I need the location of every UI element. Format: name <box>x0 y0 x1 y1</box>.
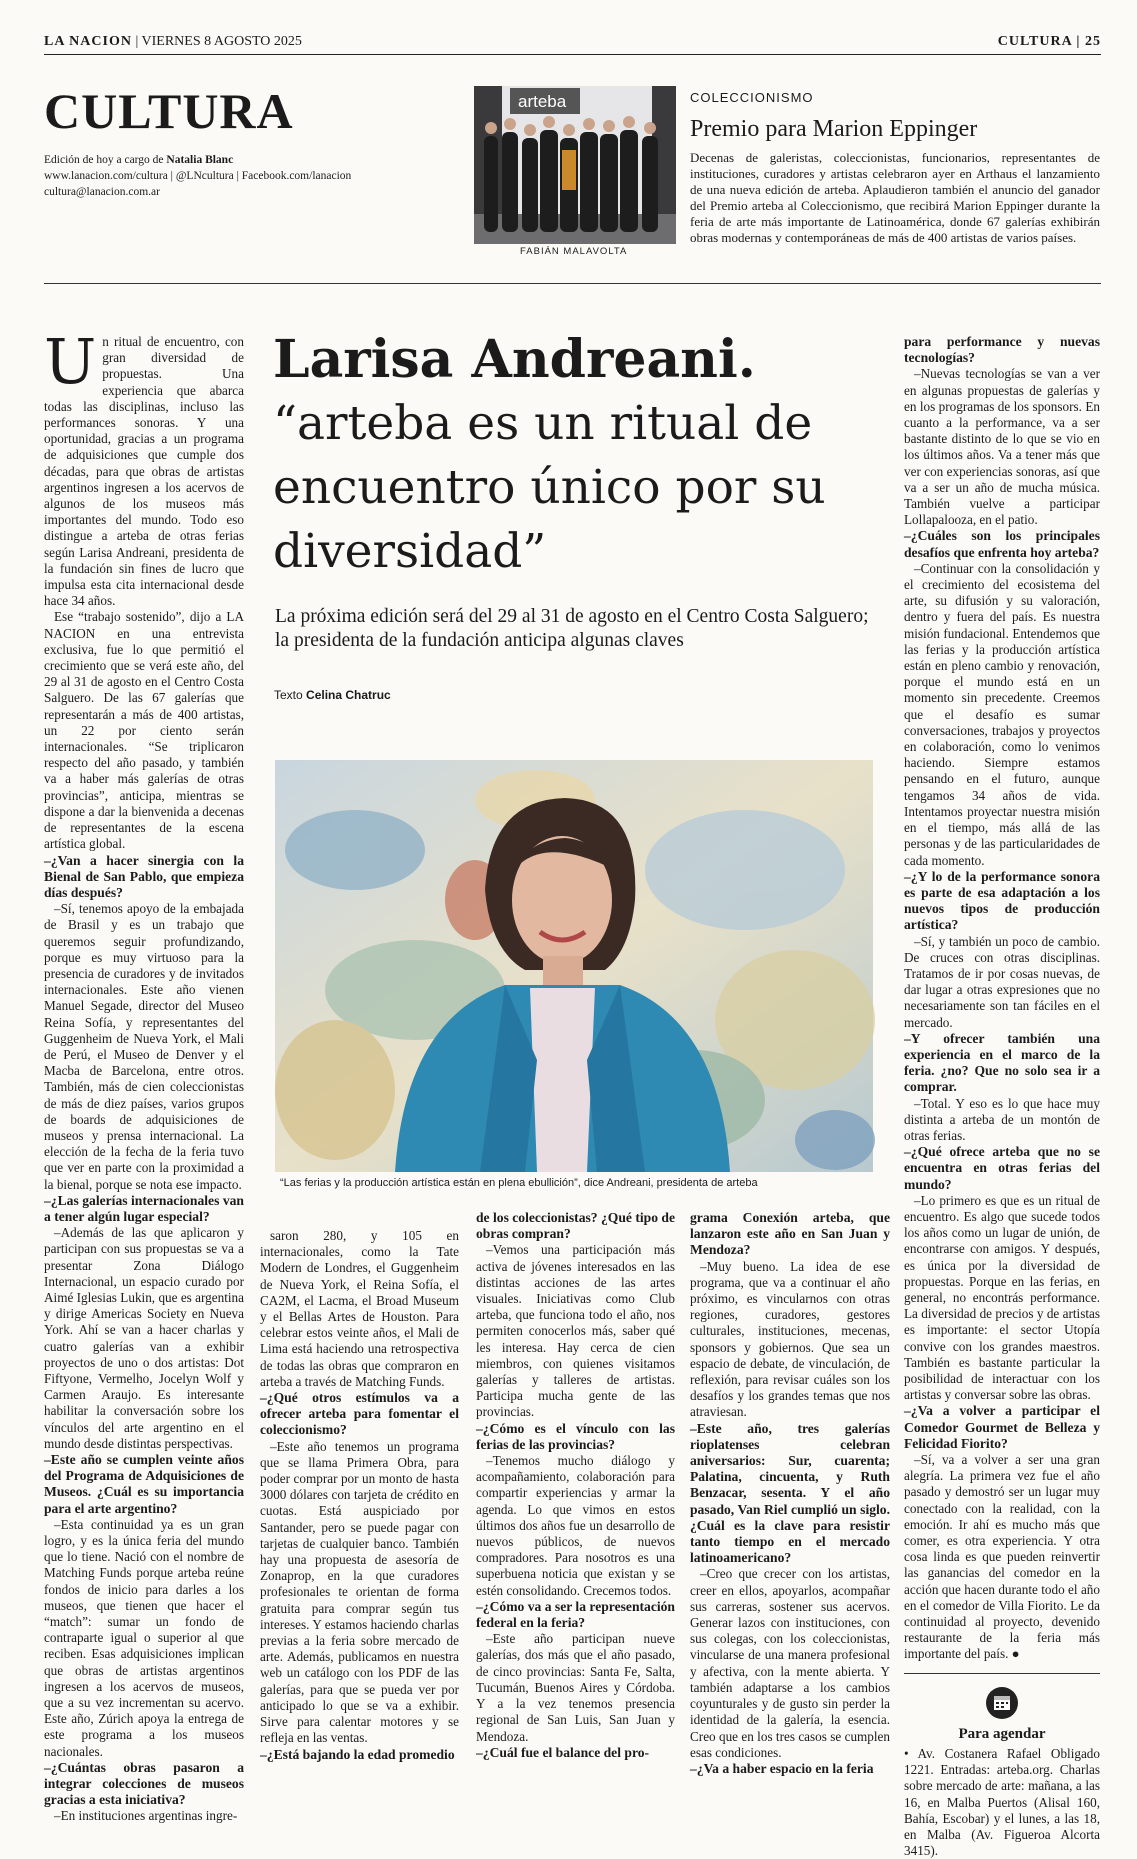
arteba-banner-text: arteba <box>518 92 567 111</box>
brief-kicker: COLECCIONISMO <box>690 90 814 105</box>
body-paragraph <box>904 934 1100 1031</box>
paragraph-text: –Este año, tres galerías rioplatenses celebran aniversarios: Sur, cuarenta; Palatina, cincuenta, y Ruth Benzacar, sesenta. Y el año pasado, Van Riel cumplió un siglo. ¿Cuál es la clave para resistir tanto tiempo en el mercado latinoamericano? <box>690 1420 890 1566</box>
agenda-box <box>904 1673 1100 1859</box>
paragraph-text: –¿Cuántas obras pasaron a integrar colecciones de museos gracias a esta iniciativa? <box>44 1759 244 1808</box>
interview-question <box>476 1421 675 1453</box>
event-photo <box>474 86 676 244</box>
article-deck: La próxima edición será del 29 al 31 de agosto en el Centro Costa Salguero; la presidenta de la fundación anticipa algunas claves <box>275 606 869 651</box>
body-paragraph <box>260 1439 459 1747</box>
interview-question <box>44 1452 244 1517</box>
paragraph-text: para performance y nuevas tecnologías? <box>904 334 1100 366</box>
paragraph-text: –¿Van a hacer sinergia con la Bienal de San Pablo, que empieza días después? <box>44 852 244 900</box>
calendar-icon <box>904 1686 1100 1724</box>
interview-question <box>260 1747 459 1763</box>
body-paragraph <box>476 1453 675 1599</box>
body-paragraph <box>260 1228 459 1390</box>
article-headline <box>273 328 873 584</box>
paragraph-text: –Además de las que aplicaron y participan con sus propuestas se va a presentar Zona Diálogo Internacional, un espacio curado por Aimé Iglesias Lukin, que es argentina y dirige Americas Society en Nueva York. Ahí se van a hacer charlas y cuatro galerías van a exhibir proyectos de uno o dos artistas: Dot Fiftyone, Vermelho, Jocelyn Wolf y Carmen Araujo. Es interesante habilitar la conversación sobre los vínculos del arte argentino en el mundo desde distintas perspectivas. <box>44 1225 244 1451</box>
paragraph-text: –Creo que crecer con los artistas, creer en ellos, apoyarlos, acompañar sus carreras, sostener sus acervos. Generar lazos con instituciones, con sus colegas, con los coleccionistas, vincularse de una manera profesional y afectiva, con la mente abierta. Y también adaptarse a los cambios coyunturales y de gusto sin perder la identidad de la galería, la esencia. Creo que en los tres casos se cumplen esas condiciones. <box>690 1566 890 1760</box>
interview-question <box>904 528 1100 560</box>
body-paragraph <box>44 1808 244 1824</box>
paragraph-text: –¿Va a volver a participar el Comedor Gourmet de Belleza y Felicidad Fiorito? <box>904 1403 1100 1451</box>
interview-question <box>904 334 1100 366</box>
photo-credit: FABIÁN MALAVOLTA <box>520 246 628 257</box>
paragraph-text: –¿Qué ofrece arteba que no se encuentra en otras ferias del mundo? <box>904 1144 1100 1192</box>
paragraph-text: –¿Va a haber espacio en la feria <box>690 1760 874 1776</box>
paragraph-text: –¿Y lo de la performance sonora es parte de esa adaptación a los nuevos tipos de producción artística? <box>904 868 1100 933</box>
portrait-photo <box>275 760 873 1172</box>
paragraph-text: –Continuar con la consolidación y el crecimiento del ecosistema del arte, su difusión y su valoración, dentro y fuera del país. Es nuestra misión fundacional. Entendemos que las ferias y la producción artística están en pleno cambio y renovación, porque el mundo está en un momento sin precedente. Creemos que el desafío es sumar conversaciones, trabajos y proyectos en colaboración, como lo venimos haciendo. Siempre estamos pensando en el futuro, aunque tengamos 34 años de vida. Intentamos proyectar nuestra misión en el tiempo, más allá de las personas y de las particularidades de cada momento. <box>904 560 1100 868</box>
interview-question <box>690 1421 890 1567</box>
paragraph-text: –Vemos una participación más activa de jóvenes interesados en las distintas acciones de las artes visuales. Iniciativas como Club arteba, que funciona todo el año, nos permiten conocerlos más, saber qué les interesa. Hay cerca de cien miembros, con quienes visitamos galerías y talleres de artistas. Participa mucha gente de las provincias. <box>476 1242 675 1420</box>
body-paragraph <box>44 609 244 852</box>
body-paragraph <box>904 1452 1100 1663</box>
brief-title: Premio para Marion Eppinger <box>690 116 978 142</box>
paragraph-text: –Sí, tenemos apoyo de la embajada de Brasil y es un trabajo que queremos seguir profundizando, porque es muy virtuoso para la presencia de curadores y de invitados internacionales. Este año vienen Manuel Segade, director del Museo Reina Sofía, y representantes del Guggenheim de Nueva York, el Mali de Perú, el Museo de Denver y el Macba de Barcelona, entre otros. También, más de cien coleccionistas de más de diez países, varios grupos de boards de adquisiciones de museos y prensa internacional. La elección de la fecha de la feria tuvo que ver en parte con la proximidad a la bienal, porque se nota ese impacto. <box>44 901 244 1192</box>
interview-question <box>260 1390 459 1439</box>
paragraph-text: –Muy bueno. La idea de ese programa, que va a continuar el año próximo, es vincularnos con otras regiones, curadores, gestores culturales, instituciones, mecenas, sponsors y gobiernos. Que sea un espacio de debate, de vinculación, de reflexión, para revisar cuáles son los desafíos y los grandes temas que nos atraviesan. <box>690 1258 890 1420</box>
article-column-2 <box>260 1228 459 1762</box>
interview-question <box>904 869 1100 934</box>
paragraph-text: –Este año tenemos un programa que se llama Primera Obra, para poder comprar por un monto de hasta 3000 dólares con tarjeta de crédito en cuotas. Está auspiciado por Santander, pero se puede pagar con tarjetas de cualquier banco. También hay una propuesta de asesoría de Zonaprop, en la que curadores profesionales te orientan de forma gratuita para comprar según tus intereses. Y estamos haciendo charlas previas a la feria sobre mercado de arte. Además, publicamos en nuestra web un catálogo con los PDF de las galerías, para que se pueda ver por anticipado lo que se va a exhibir. Sirve para calentar motores y se refleja en las ventas. <box>260 1438 459 1746</box>
interview-question <box>476 1599 675 1631</box>
body-paragraph <box>44 1517 244 1760</box>
paragraph-text: –Y ofrecer también una experiencia en el marco de la feria. ¿no? Que no solo sea ir a comprar. <box>904 1030 1100 1095</box>
byline-label: Texto <box>274 688 303 702</box>
paragraph-text: –¿Está bajando la edad promedio <box>260 1746 455 1762</box>
byline-author: Celina Chatruc <box>306 688 391 702</box>
section-page-number: CULTURA | 25 <box>997 34 1101 49</box>
interview-question <box>44 1760 244 1809</box>
interview-question <box>904 1031 1100 1096</box>
body-paragraph <box>476 1242 675 1420</box>
section-divider <box>44 283 1101 284</box>
body-paragraph <box>690 1259 890 1421</box>
article-column-4 <box>690 1210 890 1776</box>
headline-quote: “arteba es un ritual de encuentro único por su diversidad” <box>273 396 826 579</box>
running-header <box>44 30 1101 55</box>
paragraph-text: –¿Cuál fue el balance del pro- <box>476 1744 650 1760</box>
interview-question <box>904 1403 1100 1452</box>
interview-question <box>690 1210 890 1259</box>
interview-question <box>476 1745 675 1761</box>
paragraph-text: n ritual de encuentro, con gran diversidad de propuestas. Una experiencia que abarca todas las disciplinas, incluso las performances sonoras. Y una oportunidad, gracias a un programa de adquisiciones que cumple dos décadas, para que obras de artistas argentinos ingresen a los acervos de algunos de los museos más importantes del mundo. Todo eso distingue a arteba de otras ferias según Larisa Andreani, presidenta de la fundación sin fines de lucro que impulsa esta cita internacional desde hace 34 años. <box>44 334 244 609</box>
paragraph-text: –Sí, y también un poco de cambio. De cruces con otras disciplinas. Tratamos de ir por cosas nuevas, de dar lugar a otras expresiones que no necesariamente son tan fáciles en el mercado. <box>904 933 1100 1030</box>
paragraph-text: –Lo primero es que es un ritual de encuentro. Es algo que sucede todos los años como un lugar de unión, de encontrarse con amigos. Y después, es única por la diversidad de propuestas. Porque en las ferias, en general, no encontrás performance. La diversidad de precios y de artistas es importante: el sector Utopía convive con los grandes maestros. También es bastante particular la posibilidad de interactuar con los artistas y conversar sobre las obras. <box>904 1192 1100 1403</box>
article-column-3 <box>476 1210 675 1760</box>
editor-info <box>44 152 404 200</box>
body-paragraph <box>690 1566 890 1760</box>
headline-name: Larisa Andreani. <box>273 329 756 390</box>
paragraph-text: –Sí, va a volver a ser una gran alegría. La primera vez fue el año pasado y demostró ser un lugar muy conectado con la realidad, con la emoción. Ir ahí es mucho más que comer, es otra experiencia. Y otra cosa linda es que pueden reinvertir las ganancias del comedor en la acción que hacen durante todo el año en el comedor de Villa Fiorito. Le da continuidad al proyecto, devenido restaurante de la feria más importante del país. ● <box>904 1452 1100 1662</box>
interview-question <box>44 1193 244 1225</box>
section-links: www.lanacion.com/cultura | @LNcultura | Facebook.com/lanacion <box>44 170 352 182</box>
paragraph-text: Ese “trabajo sostenido”, dijo a LA NACION en una entrevista exclusiva, fue lo que permitió el crecimiento que se verá este año, del 29 al 31 de agosto en el Centro Costa Salguero. De las 67 galerías que representarán a más de 400 artistas, un 22 por ciento serán internacionales. “Se triplicaron respecto del año pasado, y también va a haber más galerías de otras provincias”, anticipa, mientras se dispone a dar la bienvenida a decenas de representantes de la escena artística global. <box>44 609 244 852</box>
paragraph-text: –Esta continuidad ya es un gran logro, y es la única feria del mundo que lo tiene. Nació con el nombre de Matching Funds porque arteba reúne fondos de inicio para darles a los museos, que tienen que hacer el “match”: sumar un fondo de contraparte igual o superior al que reciben. Esas adquisiciones implican que obras de artistas argentinos ingresen a los acervos de museos, que a su vez incrementan su acervo. Este año, Zúrich apoya la entrega de este programa a los museos nacionales. <box>44 1516 244 1759</box>
paragraph-text: –¿Qué otros estímulos va a ofrecer arteba para fomentar el coleccionismo? <box>260 1390 459 1438</box>
paragraph-text: grama Conexión arteba, que lanzaron este año en San Juan y Mendoza? <box>690 1210 890 1258</box>
paragraph-text: –Total. Y eso es lo que hace muy distinta a arteba de un montón de otras ferias. <box>904 1095 1100 1143</box>
paragraph-text: –¿Cómo va a ser la representación federal en la feria? <box>476 1598 675 1631</box>
interview-question <box>904 1144 1100 1193</box>
paragraph-text: –Este año se cumplen veinte años del Programa de Adquisiciones de Museos. ¿Cuál es su importancia para el arte argentino? <box>44 1452 244 1516</box>
paragraph-text: –¿Cómo es el vínculo con las ferias de las provincias? <box>476 1420 675 1452</box>
newspaper-brand: LA NACION <box>44 34 132 49</box>
section-email: cultura@lanacion.com.ar <box>44 186 160 198</box>
paragraph-text: –Este año participan nueve galerías, dos más que el año pasado, de cinco provincias: Santa Fe, Salta, Tucumán, Buenos Aires y Córdoba. Y a la vez tenemos presencia regional de San Luis, San Juan y Mendoza. <box>476 1631 675 1744</box>
article-column-5 <box>904 334 1100 1859</box>
body-paragraph <box>904 366 1100 528</box>
paragraph-text: de los coleccionistas? ¿Qué tipo de obras compran? <box>476 1210 675 1242</box>
photo-caption: “Las ferias y la producción artística están en plena ebullición”, dice Andreani, presidenta de arteba <box>280 1177 758 1189</box>
body-paragraph <box>44 901 244 1193</box>
interview-question <box>44 853 244 902</box>
interview-question <box>690 1761 890 1777</box>
paragraph-text: –¿Cuáles son los principales desafíos que enfrenta hoy arteba? <box>904 528 1100 560</box>
body-paragraph <box>904 1096 1100 1145</box>
editor-line-prefix: Edición de hoy a cargo de <box>44 154 164 166</box>
body-paragraph <box>476 1631 675 1744</box>
byline <box>274 688 391 702</box>
brief-text: Decenas de galeristas, coleccionistas, funcionarios, representantes de instituciones, curadores y artistas celebraron ayer en Arthaus el lanzamiento de una nueva edición de arteba. Aplaudieron también el anuncio del ganador del Premio arteba al Coleccionismo, que recibirá Marion Eppinger durante la feria de arte más importante de Latinoamérica, donde 67 galerías exhibirán obras modernas y contemporáneas de más de 400 artistas de varios países. <box>690 150 1100 245</box>
paragraph-text: –En instituciones argentinas ingre- <box>54 1808 238 1824</box>
editor-name: Natalia Blanc <box>166 154 234 166</box>
body-paragraph <box>904 1193 1100 1404</box>
paragraph-text: –Tenemos mucho diálogo y acompañamiento, colaboración para compartir experiencias y armar la agenda. Lo que vimos en estos últimos dos años fue un desarrollo de nuevos públicos, de nuevos compradores. Para nosotros es una superbuena noticia que existan y se estén consolidando. Crecemos todos. <box>476 1453 675 1598</box>
article-column-1 <box>44 325 244 1824</box>
agenda-text: • Av. Costanera Rafael Obligado 1221. Entradas: arteba.org. Charlas sobre mercado de arte: mañana, a las 16, en Malba Puertos (Alisal 160, Bahía, Escobar) y el lunes, a las 18, en Malba (Av. Figueroa Alcorta 3415). <box>904 1746 1100 1859</box>
agenda-title: Para agendar <box>958 1725 1046 1742</box>
paragraph-text: –¿Las galerías internacionales van a tener algún lugar especial? <box>44 1192 244 1224</box>
body-paragraph <box>44 1225 244 1452</box>
paragraph-text: saron 280, y 105 en internacionales, como la Tate Modern de Londres, el Guggenheim de Nueva York, el Reina Sofía, el CA2M, el Lacma, el Broad Museum y el Bellas Artes de Houston. Para celebrar estos veinte años, el Mali de Lima está haciendo una retrospectiva de todas las obras que compraron en arteba a través de Matching Funds. <box>260 1228 459 1389</box>
issue-date: | VIERNES 8 AGOSTO 2025 <box>135 34 302 49</box>
body-paragraph <box>44 325 244 609</box>
interview-question <box>476 1210 675 1242</box>
body-paragraph <box>904 561 1100 869</box>
paragraph-text: –Nuevas tecnologías se van a ver en algunas propuestas de galerías y en los programas de los sponsors. En cuanto a la performance, va a ser bastante distinto de lo que se vio en los últimos años. Va a tener más que ver con experiencias sonoras, así que va a ser un año de mucha música. También vuelve a participar Lollapalooza, en el patio. <box>904 366 1100 528</box>
drop-cap: U <box>44 325 97 398</box>
section-title: CULTURA <box>44 83 294 139</box>
